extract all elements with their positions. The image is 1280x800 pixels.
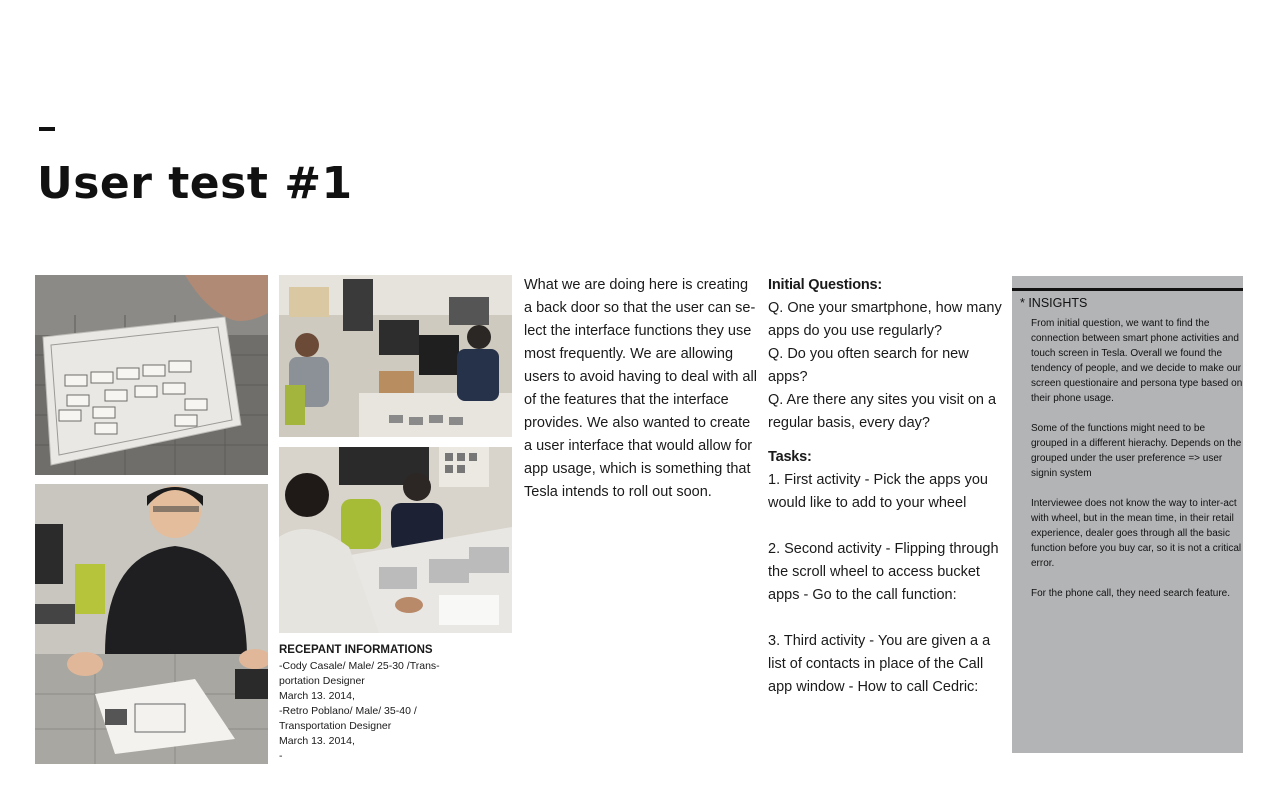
participant-testing-photo: [35, 484, 268, 764]
table-interview-photo: [279, 447, 512, 633]
questions-tasks-column: [768, 274, 1006, 722]
insights-body: [1031, 316, 1243, 616]
recepant-informations: [279, 642, 479, 764]
recepant-line: March 13. 2014,: [279, 690, 355, 702]
page-title: User test #1: [37, 158, 353, 209]
recepant-line: -: [279, 750, 283, 762]
recepant-line: Transportation Designer: [279, 720, 392, 732]
intro-paragraph: What we are doing here is creating a back door so that the user can se-lect the interface functions they use most frequently. We are allowing users to avoid having to deal with all of the features that the interface provides. We also wanted to create a user interface that would allow for app usage, which is something that Tesla intends to roll out soon.: [524, 277, 757, 500]
recepant-line: portation Designer: [279, 675, 365, 687]
title-dash: [39, 127, 55, 131]
tasks-heading: Tasks:: [768, 449, 812, 465]
question-item: Q. One your smartphone, how many apps do you use regularly?: [768, 300, 1002, 339]
insights-panel: [1012, 276, 1243, 753]
recepant-line: -Retro Poblano/ Male/ 35-40 /: [279, 705, 417, 717]
task-item: 2. Second activity - Flipping through the scroll wheel to access bucket apps - Go to the call function:: [768, 541, 999, 603]
office-interview-photo: [279, 275, 512, 437]
recepant-line: -Cody Casale/ Male/ 25-30 /Trans-: [279, 660, 440, 672]
insight-paragraph: From initial question, we want to find the connection between smart phone activities and touch screen in Tesla. Overall we found the tendency of people, and we decide to make our screen questionaire and persona type based on their phone usage.: [1031, 318, 1243, 404]
question-item: Q. Are there any sites you visit on a regular basis, every day?: [768, 392, 997, 431]
paper-prototype-photo: [35, 275, 268, 475]
initial-questions-heading: Initial Questions:: [768, 277, 883, 293]
insights-rule: [1012, 288, 1243, 291]
recepant-heading: RECEPANT INFORMATIONS: [279, 644, 433, 656]
task-item: 3. Third activity - You are given a a list of contacts in place of the Call app window - How to call Cedric:: [768, 633, 991, 695]
insight-paragraph: Interviewee does not know the way to inter-act with wheel, but in the mean time, in their retail experience, dealer goes through all the basic function before you buy car, so it is not a critical error.: [1031, 498, 1242, 569]
insight-paragraph: For the phone call, they need search feature.: [1031, 588, 1231, 599]
question-item: Q. Do you often search for new apps?: [768, 346, 969, 385]
task-item: 1. First activity - Pick the apps you would like to add to your wheel: [768, 472, 988, 511]
recepant-line: March 13. 2014,: [279, 735, 355, 747]
insights-heading: * INSIGHTS: [1020, 296, 1088, 310]
insight-paragraph: Some of the functions might need to be grouped in a different hierachy. Depends on the grouped under the user preference => user signin system: [1031, 423, 1242, 479]
